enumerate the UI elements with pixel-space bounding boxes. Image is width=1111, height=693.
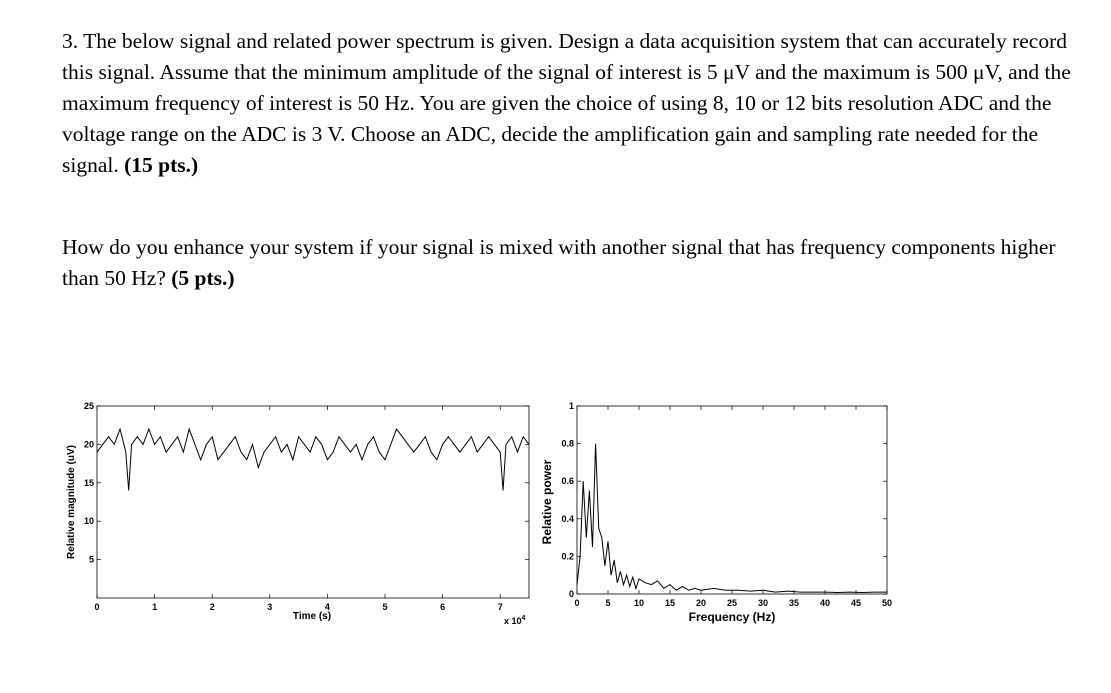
x-tick-label: 3 [267, 602, 273, 612]
x-multiplier-label [504, 615, 526, 626]
y-tick-label: 0.6 [561, 476, 574, 487]
x-tick-label: 0 [574, 598, 580, 608]
y-tick-label: 0.8 [561, 438, 574, 449]
x-tick-label: 45 [850, 598, 862, 608]
x-tick-label: 6 [440, 602, 446, 612]
y-tick-label: 1 [568, 401, 574, 411]
x-tick-label: 2 [209, 602, 215, 612]
y-axis-title: Relative power [540, 459, 554, 545]
x-axis-title: Time (s) [292, 611, 332, 622]
x-tick-label: 0 [94, 602, 100, 612]
signal-line [97, 429, 529, 490]
x-tick-label: 20 [695, 598, 707, 608]
y-tick-label: 0.2 [561, 551, 574, 562]
y-tick-label: 20 [83, 439, 94, 450]
x-tick-label: 10 [633, 598, 645, 608]
time-signal-chart [66, 401, 529, 626]
y-tick-label: 5 [88, 554, 94, 565]
y-tick-label: 25 [83, 401, 94, 411]
x-multiplier-base: x 10 [504, 616, 522, 626]
plot-frame [577, 406, 887, 594]
question-part2-text: How do you enhance your system if your signal is mixed with another signal that has frequency components higher than 50 Hz? [62, 235, 1056, 290]
y-tick-label: 0 [568, 589, 574, 599]
question-part1-text: 3. The below signal and related power spectrum is given. Design a data acquisition system that can accurately record this signal. Assume that the minimum amplitude of the signal of interest is 5 μV and the maximum is 500 μV, and the maximum frequency of interest is 50 Hz. You are given the choice of using 8, 10 or 12 bits resolution ADC and the voltage range on the ADC is 3 V. Choose an ADC, decide the amplification gain and sampling rate needed for the signal. [62, 29, 1071, 177]
y-tick-label: 15 [83, 477, 94, 488]
question-part2-points: (5 pts.) [171, 266, 235, 290]
y-tick-label: 10 [83, 516, 94, 527]
x-tick-label: 1 [152, 602, 158, 612]
x-tick-label: 5 [605, 598, 611, 608]
x-tick-label: 30 [757, 598, 769, 608]
x-tick-label: 40 [819, 598, 831, 608]
power-spectrum-chart [540, 401, 892, 624]
question-part1-points: (15 pts.) [124, 153, 199, 177]
x-tick-label: 15 [664, 598, 676, 608]
x-tick-label: 4 [324, 602, 330, 612]
spectrum-line [577, 444, 887, 593]
y-axis-title: Relative magnitude (uV) [66, 445, 77, 559]
x-tick-label: 7 [497, 602, 503, 612]
y-tick-label: 0.4 [561, 513, 574, 524]
x-multiplier-exponent: 4 [521, 615, 526, 622]
x-axis-title: Frequency (Hz) [688, 610, 776, 624]
plot-frame [97, 406, 529, 598]
x-tick-label: 25 [726, 598, 738, 608]
x-tick-label: 35 [788, 598, 800, 608]
x-tick-label: 50 [881, 598, 893, 608]
x-tick-label: 5 [382, 602, 388, 612]
